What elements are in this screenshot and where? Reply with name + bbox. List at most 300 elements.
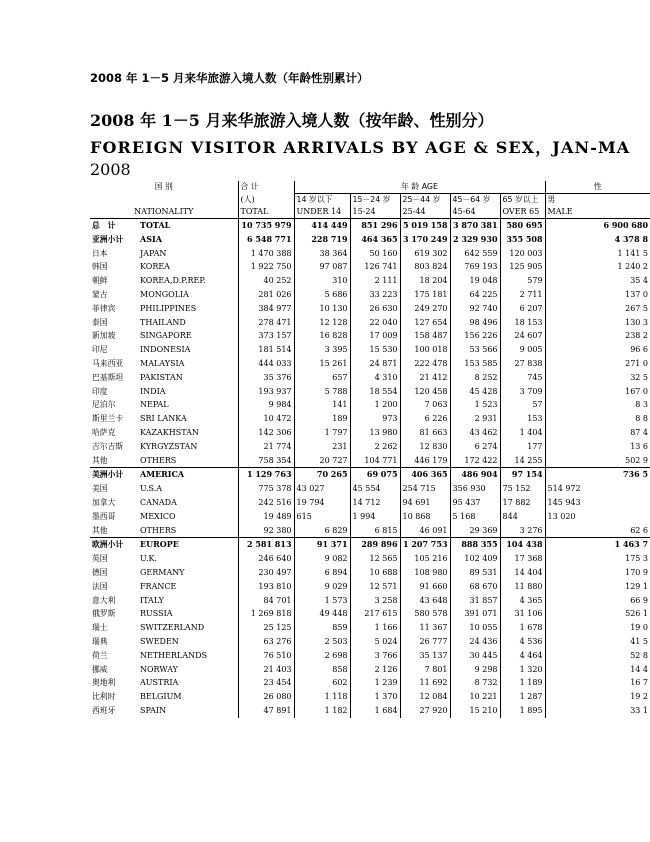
cell-total: 142 306 — [238, 426, 294, 440]
table-row — [90, 580, 650, 594]
table-row — [90, 524, 650, 538]
cell-a25: 619 302 — [400, 247, 450, 261]
cell-total: 63 276 — [238, 635, 294, 649]
cell-total: 193 810 — [238, 580, 294, 594]
row-label-cn: 新加坡 — [92, 331, 116, 341]
cell-a25: 580 578 — [400, 607, 450, 621]
cell-a15: 14 712 — [350, 496, 400, 510]
row-label-cn: 美国 — [92, 484, 108, 494]
cell-male: 526 1 — [545, 607, 650, 621]
title-year: 2008 — [90, 160, 131, 179]
cell-u14: 10 130 — [294, 302, 350, 316]
cell-o65: 1 678 — [500, 621, 545, 635]
cell-male: 32 5 — [545, 371, 650, 385]
cell-male: 13 020 — [545, 510, 650, 524]
cell-o65: 4 536 — [500, 635, 545, 649]
table-row — [90, 302, 650, 316]
cell-a15: 289 896 — [350, 538, 400, 552]
row-label-cn: 墨西哥 — [92, 511, 116, 521]
cell-u14: 38 364 — [294, 247, 350, 261]
header-row-3 — [90, 206, 650, 219]
cell-a15: 6 815 — [350, 524, 400, 538]
cell-a45: 1 523 — [450, 398, 500, 412]
cell-a45: 19 048 — [450, 274, 500, 288]
cell-u14: 414 449 — [294, 219, 350, 233]
cell-u14: 189 — [294, 412, 350, 426]
cell-o65: 3 709 — [500, 385, 545, 399]
header-row-1 — [90, 181, 650, 194]
cell-male: 1 141 5 — [545, 247, 650, 261]
cell-total: 1 922 750 — [238, 260, 294, 274]
cell-a25: 7 063 — [400, 398, 450, 412]
cell-a45: 156 226 — [450, 329, 500, 343]
cell-a15: 50 160 — [350, 247, 400, 261]
row-label-en: ITALY — [140, 595, 164, 605]
row-label-en: INDIA — [140, 386, 166, 396]
row-label-en: PHILIPPINES — [140, 303, 197, 313]
header-total-cn: 合 计 — [238, 181, 294, 194]
cell-a15: 15 530 — [350, 343, 400, 357]
header-blank — [90, 194, 238, 207]
cell-a45: 10 055 — [450, 621, 500, 635]
cell-a25: 120 458 — [400, 385, 450, 399]
row-label-en: U.S.A — [140, 484, 163, 494]
cell-male: 96 6 — [545, 343, 650, 357]
cell-a45: 642 559 — [450, 247, 500, 261]
cell-u14: 231 — [294, 440, 350, 454]
row-label-en: AUSTRIA — [140, 678, 179, 688]
cell-total: 21 774 — [238, 440, 294, 454]
cell-o65: 125 905 — [500, 260, 545, 274]
row-label-en: MEXICO — [140, 511, 176, 521]
row-label-cn: 吉尔吉斯 — [92, 441, 124, 451]
header-region-cn: 国 别 — [154, 182, 173, 192]
table-row — [90, 552, 650, 566]
cell-u14: 12 128 — [294, 316, 350, 330]
cell-a25: 46 091 — [400, 524, 450, 538]
table-row — [90, 274, 650, 288]
row-label-en: SWEDEN — [140, 636, 179, 646]
row-label-cn: 瑞士 — [92, 623, 108, 633]
cell-o65: 579 — [500, 274, 545, 288]
cell-o65: 9 005 — [500, 343, 545, 357]
cell-o65: 14 255 — [500, 454, 545, 468]
cell-o65: 104 438 — [500, 538, 545, 552]
header-row-2 — [90, 194, 650, 207]
cell-u14: 5 788 — [294, 385, 350, 399]
row-label-en: ASIA — [140, 233, 162, 244]
cell-a45: 45 428 — [450, 385, 500, 399]
cell-u14: 70 265 — [294, 468, 350, 482]
row-label-cn: 斯里兰卡 — [92, 414, 124, 424]
row-label-en: SINGAPORE — [140, 331, 192, 341]
cell-a15: 104 771 — [350, 454, 400, 468]
cell-u14: 5 686 — [294, 288, 350, 302]
row-label-cn: 英国 — [92, 554, 108, 564]
cell-a15: 217 615 — [350, 607, 400, 621]
cell-a45: 29 369 — [450, 524, 500, 538]
table-row — [90, 357, 650, 371]
header-age-en-3: 45-64 — [450, 206, 500, 219]
cell-male: 16 7 — [545, 676, 650, 690]
row-label-cn: 亚洲小计 — [92, 234, 124, 244]
row-label-cn: 哈萨克 — [92, 427, 116, 437]
cell-total: 25 125 — [238, 621, 294, 635]
cell-total: 2 581 813 — [238, 538, 294, 552]
row-label-en: THAILAND — [140, 317, 186, 327]
cell-total: 26 080 — [238, 690, 294, 704]
cell-male: 267 5 — [545, 302, 650, 316]
row-label-en: CANADA — [140, 497, 177, 507]
cell-a15: 4 310 — [350, 371, 400, 385]
cell-a15: 3 766 — [350, 649, 400, 663]
cell-u14: 1 118 — [294, 690, 350, 704]
cell-male: 238 2 — [545, 329, 650, 343]
cell-total: 84 701 — [238, 594, 294, 608]
row-label-cn: 法国 — [92, 581, 108, 591]
cell-a15: 973 — [350, 412, 400, 426]
cell-o65: 4 365 — [500, 594, 545, 608]
cell-total: 92 380 — [238, 524, 294, 538]
table-row — [90, 690, 650, 704]
cell-male: 137 0 — [545, 288, 650, 302]
cell-a45: 8 732 — [450, 676, 500, 690]
row-label-en: TOTAL — [138, 219, 238, 233]
table-row — [90, 621, 650, 635]
cell-a25: 21 412 — [400, 371, 450, 385]
cell-o65: 31 106 — [500, 607, 545, 621]
table-row — [90, 676, 650, 690]
cell-male: 175 3 — [545, 552, 650, 566]
table-row — [90, 649, 650, 663]
table-row — [90, 385, 650, 399]
cell-a25: 5 019 158 — [400, 219, 450, 233]
cell-male: 167 0 — [545, 385, 650, 399]
cell-a25: 105 216 — [400, 552, 450, 566]
cell-a15: 17 009 — [350, 329, 400, 343]
cell-o65: 844 — [500, 510, 545, 524]
cell-a25: 108 980 — [400, 566, 450, 580]
cell-a45: 769 193 — [450, 260, 500, 274]
row-label-en: RUSSIA — [140, 609, 173, 619]
cell-a15: 1 684 — [350, 704, 400, 718]
cell-a25: 18 204 — [400, 274, 450, 288]
cell-a25: 43 648 — [400, 594, 450, 608]
cell-total: 19 489 — [238, 510, 294, 524]
cell-male: 13 6 — [545, 440, 650, 454]
cell-male: 33 1 — [545, 704, 650, 718]
cell-a25: 254 715 — [400, 482, 450, 496]
cell-o65: 1 404 — [500, 426, 545, 440]
cell-u14: 858 — [294, 663, 350, 677]
row-label-en: SWITZERLAND — [140, 623, 205, 633]
table-row — [90, 607, 650, 621]
cell-u14: 1 797 — [294, 426, 350, 440]
row-label-cn: 蒙古 — [92, 289, 108, 299]
cell-u14: 91 371 — [294, 538, 350, 552]
cell-male: 19 0 — [545, 621, 650, 635]
cell-total: 9 984 — [238, 398, 294, 412]
cell-male: 6 900 680 — [545, 219, 650, 233]
cell-total: 373 157 — [238, 329, 294, 343]
cell-total: 76 510 — [238, 649, 294, 663]
cell-o65: 745 — [500, 371, 545, 385]
table-row — [90, 704, 650, 718]
table-row — [90, 426, 650, 440]
cell-u14: 19 794 — [294, 496, 350, 510]
cell-a25: 27 920 — [400, 704, 450, 718]
cell-male: 52 8 — [545, 649, 650, 663]
arrivals-table — [90, 181, 650, 718]
cell-o65: 6 207 — [500, 302, 545, 316]
row-label-cn: 美洲小计 — [90, 468, 138, 482]
cell-a45: 89 531 — [450, 566, 500, 580]
row-label-cn: 菲律宾 — [92, 303, 116, 313]
cell-a15: 5 024 — [350, 635, 400, 649]
cell-o65: 177 — [500, 440, 545, 454]
cell-o65: 17 882 — [500, 496, 545, 510]
row-label-en: PAKISTAN — [140, 372, 183, 382]
cell-u14: 43 027 — [294, 482, 350, 496]
row-label-cn: 总 计 — [90, 219, 138, 233]
cell-a45: 2 931 — [450, 412, 500, 426]
table-row — [90, 260, 650, 274]
row-label-en: NETHERLANDS — [140, 650, 207, 660]
table-group-row — [90, 538, 650, 552]
cell-o65: 17 368 — [500, 552, 545, 566]
cell-u14: 228 719 — [294, 233, 350, 247]
cell-u14: 2 503 — [294, 635, 350, 649]
cell-male: 514 972 — [545, 482, 650, 496]
table-row — [90, 454, 650, 468]
header-age-en-1: 15-24 — [350, 206, 400, 219]
row-label-cn: 朝鲜 — [92, 276, 108, 286]
cell-a45: 3 870 381 — [450, 219, 500, 233]
cell-a25: 12 084 — [400, 690, 450, 704]
cell-a45: 64 225 — [450, 288, 500, 302]
cell-a15: 1 166 — [350, 621, 400, 635]
header-age-cn-0: 14 岁以下 — [294, 194, 350, 207]
cell-a45: 153 585 — [450, 357, 500, 371]
cell-total: 40 252 — [238, 274, 294, 288]
row-label-cn: 瑞典 — [92, 636, 108, 646]
cell-a45: 68 670 — [450, 580, 500, 594]
cell-o65: 1 895 — [500, 704, 545, 718]
row-label-cn: 俄罗斯 — [92, 609, 116, 619]
cell-male: 87 4 — [545, 426, 650, 440]
row-label-cn: 其他 — [92, 525, 108, 535]
cell-a15: 33 223 — [350, 288, 400, 302]
table-group-row — [90, 233, 650, 247]
cell-a15: 126 741 — [350, 260, 400, 274]
cell-total: 10 735 979 — [238, 219, 294, 233]
cell-male: 502 9 — [545, 454, 650, 468]
row-label-cn: 欧洲小计 — [90, 538, 138, 552]
cell-total: 278 471 — [238, 316, 294, 330]
table-row — [90, 412, 650, 426]
row-label-cn: 比利时 — [92, 692, 116, 702]
cell-a45: 92 740 — [450, 302, 500, 316]
header-age-group: 年 龄 AGE — [294, 181, 545, 194]
cell-total: 775 378 — [238, 482, 294, 496]
cell-total: 384 977 — [238, 302, 294, 316]
cell-total: 246 640 — [238, 552, 294, 566]
row-label-en: OTHERS — [140, 525, 177, 535]
cell-o65: 2 711 — [500, 288, 545, 302]
cell-a45: 102 409 — [450, 552, 500, 566]
header-age-cn-1: 15－24 岁 — [350, 194, 400, 207]
cell-u14: 15 261 — [294, 357, 350, 371]
row-label-en: NORWAY — [140, 664, 178, 674]
cell-total: 47 891 — [238, 704, 294, 718]
cell-male: 14 4 — [545, 663, 650, 677]
cell-a15: 26 630 — [350, 302, 400, 316]
cell-total: 23 454 — [238, 676, 294, 690]
table-row — [90, 510, 650, 524]
cell-male: 130 3 — [545, 316, 650, 330]
cell-a25: 222 478 — [400, 357, 450, 371]
table-row — [90, 594, 650, 608]
row-label-cn: 韩国 — [92, 262, 108, 272]
cell-u14: 615 — [294, 510, 350, 524]
table-row — [90, 343, 650, 357]
cell-a25: 10 868 — [400, 510, 450, 524]
cell-a25: 175 181 — [400, 288, 450, 302]
cell-a15: 10 688 — [350, 566, 400, 580]
cell-o65: 14 404 — [500, 566, 545, 580]
row-label-cn: 马来西亚 — [92, 358, 124, 368]
cell-total: 181 514 — [238, 343, 294, 357]
cell-a15: 2 126 — [350, 663, 400, 677]
cell-male: 8 3 — [545, 398, 650, 412]
cell-u14: 16 828 — [294, 329, 350, 343]
row-label-en: GERMANY — [140, 567, 185, 577]
row-label-en: NEPAL — [140, 400, 169, 410]
cell-total: 1 129 763 — [238, 468, 294, 482]
row-label-cn: 荷兰 — [92, 650, 108, 660]
header-age-cn-3: 45－64 岁 — [450, 194, 500, 207]
cell-o65: 57 — [500, 398, 545, 412]
cell-a15: 1 200 — [350, 398, 400, 412]
cell-a45: 8 252 — [450, 371, 500, 385]
cell-a45: 2 329 930 — [450, 233, 500, 247]
cell-u14: 6 829 — [294, 524, 350, 538]
header-male-cn: 男 — [545, 194, 650, 207]
cell-o65: 153 — [500, 412, 545, 426]
cell-u14: 9 029 — [294, 580, 350, 594]
header-age-en-0: UNDER 14 — [294, 206, 350, 219]
cell-a45: 95 437 — [450, 496, 500, 510]
cell-o65: 120 003 — [500, 247, 545, 261]
cell-a25: 3 170 249 — [400, 233, 450, 247]
cell-a25: 446 179 — [400, 454, 450, 468]
cell-a45: 9 298 — [450, 663, 500, 677]
row-label-cn: 印尼 — [92, 345, 108, 355]
cell-a45: 391 071 — [450, 607, 500, 621]
row-label-cn: 巴基斯坦 — [92, 372, 124, 382]
table-row — [90, 566, 650, 580]
cell-male: 145 943 — [545, 496, 650, 510]
cell-u14: 6 894 — [294, 566, 350, 580]
cell-a45: 5 168 — [450, 510, 500, 524]
cell-male: 1 463 7 — [545, 538, 650, 552]
cell-a45: 172 422 — [450, 454, 500, 468]
cell-a15: 3 258 — [350, 594, 400, 608]
header-age-en-2: 25-44 — [400, 206, 450, 219]
cell-a45: 10 221 — [450, 690, 500, 704]
cell-a15: 1 239 — [350, 676, 400, 690]
cell-u14: 9 082 — [294, 552, 350, 566]
cell-u14: 310 — [294, 274, 350, 288]
table-row — [90, 398, 650, 412]
cell-total: 35 376 — [238, 371, 294, 385]
header-sex-group: 性 — [545, 181, 650, 194]
cell-o65: 75 152 — [500, 482, 545, 496]
cell-male: 1 240 2 — [545, 260, 650, 274]
cell-u14: 1 573 — [294, 594, 350, 608]
row-label-en: KOREA,D.P.REP. — [140, 276, 206, 286]
cell-a25: 11 367 — [400, 621, 450, 635]
cell-o65: 18 153 — [500, 316, 545, 330]
row-label-en: EUROPE — [138, 538, 238, 552]
header-age-en-4: OVER 65 — [500, 206, 545, 219]
cell-u14: 859 — [294, 621, 350, 635]
cell-a15: 18 554 — [350, 385, 400, 399]
cell-a25: 7 801 — [400, 663, 450, 677]
cell-total: 10 472 — [238, 412, 294, 426]
row-label-en: MALAYSIA — [140, 358, 185, 368]
cell-o65: 11 880 — [500, 580, 545, 594]
cell-a25: 127 654 — [400, 316, 450, 330]
cell-a25: 91 660 — [400, 580, 450, 594]
cell-a45: 98 496 — [450, 316, 500, 330]
cell-a15: 2 262 — [350, 440, 400, 454]
table-row — [90, 288, 650, 302]
row-label-cn: 挪威 — [92, 664, 108, 674]
table-row — [90, 371, 650, 385]
title-chinese: 2008 年 1－5 月来华旅游入境人数（按年龄、性别分） — [90, 111, 494, 130]
cell-male: 4 378 8 — [545, 233, 650, 247]
cell-o65: 24 607 — [500, 329, 545, 343]
cell-u14: 1 182 — [294, 704, 350, 718]
cell-o65: 27 838 — [500, 357, 545, 371]
cell-total: 230 497 — [238, 566, 294, 580]
cell-a25: 26 777 — [400, 635, 450, 649]
cell-o65: 97 154 — [500, 468, 545, 482]
table-row — [90, 663, 650, 677]
row-label-cn: 德国 — [92, 567, 108, 577]
row-label-en: JAPAN — [140, 248, 167, 258]
table-row — [90, 482, 650, 496]
cell-u14: 20 727 — [294, 454, 350, 468]
cell-male: 62 6 — [545, 524, 650, 538]
cell-total: 1 470 388 — [238, 247, 294, 261]
cell-total: 444 033 — [238, 357, 294, 371]
cell-a45: 53 566 — [450, 343, 500, 357]
table-row — [90, 316, 650, 330]
cell-a25: 94 691 — [400, 496, 450, 510]
cell-a45: 24 436 — [450, 635, 500, 649]
cell-male: 66 9 — [545, 594, 650, 608]
cell-male: 19 2 — [545, 690, 650, 704]
cell-a25: 249 270 — [400, 302, 450, 316]
header-total-unit: (人) — [238, 194, 294, 207]
cell-a45: 31 857 — [450, 594, 500, 608]
cell-u14: 141 — [294, 398, 350, 412]
cell-total: 193 937 — [238, 385, 294, 399]
row-label-en: FRANCE — [140, 581, 177, 591]
cell-a25: 35 137 — [400, 649, 450, 663]
